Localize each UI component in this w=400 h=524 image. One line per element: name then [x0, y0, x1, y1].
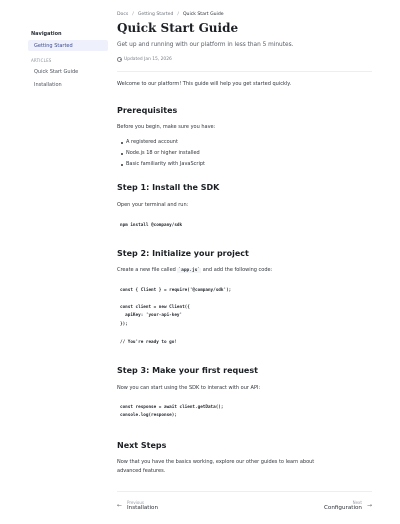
code-block-client: const client = new Client({ apiKey: 'your-api-key' });	[120, 305, 190, 327]
filename-code: `app.js`	[178, 268, 201, 273]
list-item: A registered account	[126, 137, 205, 148]
step2-text	[117, 266, 347, 275]
heading-step-3: Step 3: Make your first request	[117, 366, 258, 375]
heading-step-2: Step 2: Initialize your project	[117, 249, 249, 258]
breadcrumb	[117, 11, 224, 18]
step2-text-after: and add the following code:	[201, 267, 273, 273]
code-block-request: const response = await client.getData(); console.log(response);	[120, 405, 224, 419]
step1-text: Open your terminal and run:	[117, 202, 189, 208]
updated-text: Updated Jan 15, 2026	[124, 57, 172, 62]
sidebar-heading: Navigation	[31, 31, 62, 37]
heading-prerequisites: Prerequisites	[117, 106, 178, 115]
next-title: Configuration	[324, 505, 362, 511]
next-page-link[interactable]	[324, 500, 372, 511]
previous-label: Previous	[127, 500, 144, 505]
sidebar-article-installation[interactable]: Installation	[34, 82, 62, 88]
arrow-right-icon: →	[366, 502, 372, 509]
next-label: Next	[352, 500, 362, 505]
articles-heading: ARTICLES	[31, 58, 52, 63]
arrow-left-icon: ←	[117, 502, 123, 509]
sidebar-item-label: Getting Started	[34, 42, 73, 49]
prereq-text: Before you begin, make sure you have:	[117, 124, 216, 130]
heading-next-steps: Next Steps	[117, 441, 167, 450]
previous-title: Installation	[127, 505, 159, 511]
updated-date	[117, 57, 172, 62]
list-item: Basic familiarity with JavaScript	[126, 159, 205, 170]
page-subtitle: Get up and running with our platform in less than 5 minutes.	[117, 42, 294, 48]
prereq-list	[126, 137, 205, 170]
sidebar-article-quick-start[interactable]: Quick Start Guide	[34, 69, 79, 75]
header-divider	[117, 71, 372, 72]
code-block-comment: // You're ready to go!	[120, 340, 177, 345]
breadcrumb-getting-started[interactable]: Getting Started	[137, 12, 174, 17]
page-title: Quick Start Guide	[117, 21, 239, 35]
code-block-require: const { Client } = require('@company/sdk');	[120, 288, 232, 293]
sidebar-item-getting-started[interactable]	[28, 40, 108, 51]
breadcrumb-separator: /	[177, 12, 179, 17]
list-item: Node.js 18 or higher installed	[126, 148, 205, 159]
breadcrumb-current: Quick Start Guide	[182, 12, 224, 17]
breadcrumb-docs[interactable]: Docs	[117, 12, 129, 17]
intro-text: Welcome to our platform! This guide will help you get started quickly.	[117, 81, 292, 87]
previous-page-link[interactable]	[117, 500, 158, 511]
code-block-install: npm install @company/sdk	[120, 223, 183, 228]
heading-step-1: Step 1: Install the SDK	[117, 183, 220, 192]
step2-text-before: Create a new file called	[117, 267, 178, 273]
footer-divider	[117, 491, 372, 492]
next-steps-text: Now that you have the basics working, explore our other guides to learn about advanced features.	[117, 459, 315, 474]
step3-text: Now you can start using the SDK to interact with our API:	[117, 385, 261, 391]
breadcrumb-separator: /	[132, 12, 134, 17]
clock-icon	[117, 57, 122, 62]
